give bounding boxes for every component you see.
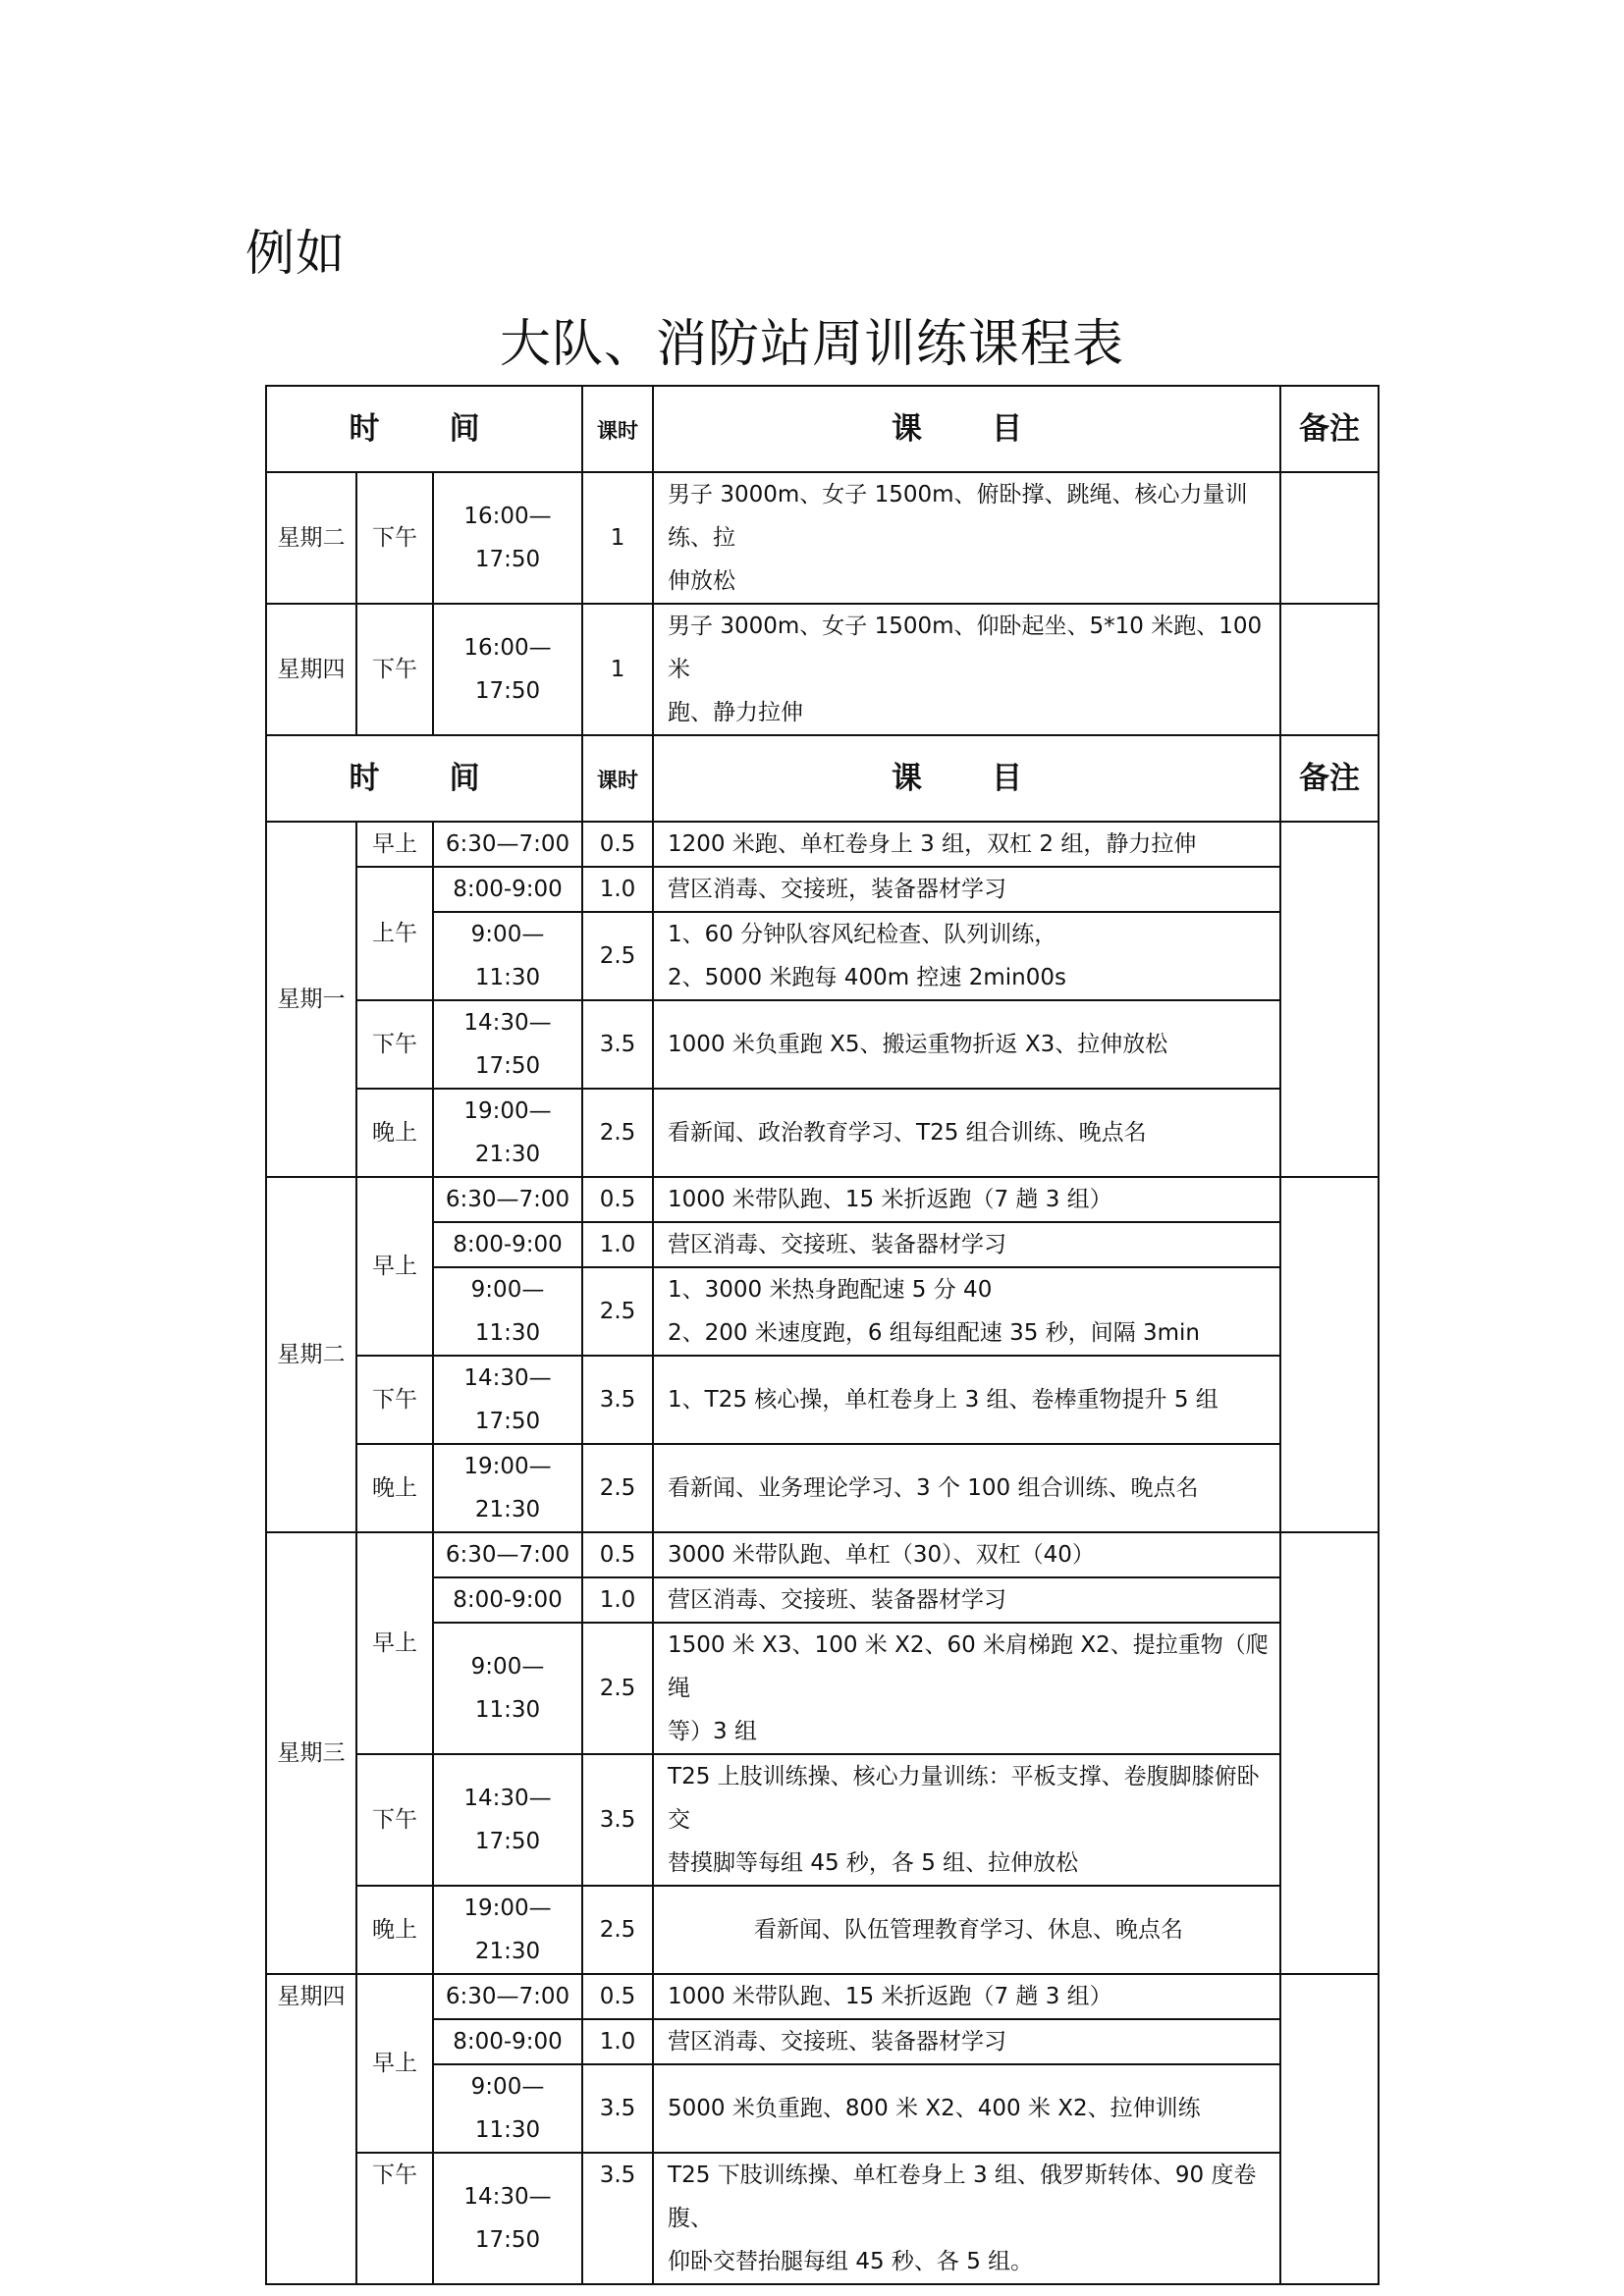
subject-cell: 看新闻、队伍管理教育学习、休息、晚点名 — [653, 1886, 1280, 1974]
day-cell: 星期一 — [266, 822, 356, 1177]
time-cell: 8:00-9:00 — [433, 2019, 582, 2064]
period-cell: 下午 — [356, 604, 433, 735]
hours-cell: 2.5 — [582, 1444, 653, 1532]
time-cell: 9:00— 11:30 — [433, 2064, 582, 2153]
hours-cell: 1.0 — [582, 1222, 653, 1267]
table-row — [266, 1000, 1379, 1089]
subject-cell: 营区消毒、交接班、装备器材学习 — [653, 1577, 1280, 1623]
time-cell: 6:30—7:00 — [433, 1532, 582, 1577]
time-cell: 6:30—7:00 — [433, 822, 582, 867]
remarks-cell — [1280, 822, 1379, 1177]
hours-cell: 2.5 — [582, 1886, 653, 1974]
time-cell: 9:00— 11:30 — [433, 1267, 582, 1356]
subject-cell: 1000 米负重跑 X5、搬运重物折返 X3、拉伸放松 — [653, 1000, 1280, 1089]
time-cell: 19:00— 21:30 — [433, 1886, 582, 1974]
table-row — [266, 2019, 1379, 2064]
table-row — [266, 1532, 1379, 1577]
subject-cell: 1500 米 X3、100 米 X2、60 米肩梯跑 X2、提拉重物（爬绳 等）3 组 — [653, 1623, 1280, 1754]
time-cell: 19:00— 21:30 — [433, 1089, 582, 1177]
subject-cell: 营区消毒、交接班、装备器材学习 — [653, 2019, 1280, 2064]
period-cell: 上午 — [356, 867, 433, 1000]
table-row — [266, 604, 1379, 735]
time-cell: 14:30— 17:50 — [433, 2153, 582, 2284]
header-remarks: 备注 — [1280, 735, 1379, 822]
period-cell: 下午 — [356, 1754, 433, 1886]
period-cell: 晚上 — [356, 1886, 433, 1974]
period-cell: 下午 — [356, 2153, 433, 2284]
period-cell: 下午 — [356, 1356, 433, 1444]
table-row — [266, 2064, 1379, 2153]
table-header-row — [266, 386, 1379, 472]
header-subject: 课 目 — [653, 386, 1280, 472]
hours-cell: 3.5 — [582, 1754, 653, 1886]
hours-cell: 3.5 — [582, 1356, 653, 1444]
table-row — [266, 867, 1379, 912]
hours-cell: 3.5 — [582, 2153, 653, 2284]
hours-cell: 1.0 — [582, 1577, 653, 1623]
day-cell: 星期四 — [266, 1974, 356, 2284]
subject-cell: T25 下肢训练操、单杠卷身上 3 组、俄罗斯转体、90 度卷腹、 仰卧交替抬腿每组 45 秒、各 5 组。 — [653, 2153, 1280, 2284]
hours-cell: 3.5 — [582, 1000, 653, 1089]
hours-cell: 2.5 — [582, 912, 653, 1000]
subject-cell: 男子 3000m、女子 1500m、俯卧撑、跳绳、核心力量训练、拉 伸放松 — [653, 472, 1280, 604]
day-cell: 星期二 — [266, 472, 356, 604]
time-cell: 16:00— 17:50 — [433, 472, 582, 604]
subject-cell: 1、3000 米热身跑配速 5 分 40 2、200 米速度跑，6 组每组配速 35 秒，间隔 3min — [653, 1267, 1280, 1356]
subject-cell: 男子 3000m、女子 1500m、仰卧起坐、5*10 米跑、100 米 跑、静力拉伸 — [653, 604, 1280, 735]
table-row — [266, 1089, 1379, 1177]
table-row — [266, 1356, 1379, 1444]
period-cell: 早上 — [356, 1532, 433, 1754]
time-cell: 8:00-9:00 — [433, 1577, 582, 1623]
subject-cell: 1000 米带队跑、15 米折返跑（7 趟 3 组） — [653, 1974, 1280, 2019]
hours-cell: 2.5 — [582, 1089, 653, 1177]
table-row — [266, 1623, 1379, 1754]
header-time: 时 间 — [266, 386, 582, 472]
day-cell: 星期四 — [266, 604, 356, 735]
table-row — [266, 1177, 1379, 1222]
header-hours: 课时 — [582, 735, 653, 822]
subject-cell: T25 上肢训练操、核心力量训练：平板支撑、卷腹脚膝俯卧交 替摸脚等每组 45 秒，各 5 组、拉伸放松 — [653, 1754, 1280, 1886]
table-row — [266, 822, 1379, 867]
hours-cell: 1.0 — [582, 867, 653, 912]
subject-cell: 1200 米跑、单杠卷身上 3 组，双杠 2 组，静力拉伸 — [653, 822, 1280, 867]
header-remarks: 备注 — [1280, 386, 1379, 472]
period-cell: 晚上 — [356, 1089, 433, 1177]
header-subject: 课 目 — [653, 735, 1280, 822]
time-cell: 14:30— 17:50 — [433, 1754, 582, 1886]
remarks-cell — [1280, 472, 1379, 604]
table-row — [266, 1267, 1379, 1356]
time-cell: 14:30— 17:50 — [433, 1000, 582, 1089]
day-cell: 星期三 — [266, 1532, 356, 1974]
day-cell: 星期二 — [266, 1177, 356, 1532]
subject-cell: 1000 米带队跑、15 米折返跑（7 趟 3 组） — [653, 1177, 1280, 1222]
period-cell: 下午 — [356, 1000, 433, 1089]
table-row — [266, 2153, 1379, 2284]
time-cell: 6:30—7:00 — [433, 1974, 582, 2019]
hours-cell: 0.5 — [582, 1974, 653, 2019]
header-hours: 课时 — [582, 386, 653, 472]
time-cell: 9:00— 11:30 — [433, 912, 582, 1000]
example-label: 例如 — [245, 225, 346, 282]
training-schedule-table — [265, 385, 1380, 2285]
time-cell: 8:00-9:00 — [433, 1222, 582, 1267]
table-row — [266, 1444, 1379, 1532]
subject-cell: 营区消毒、交接班、装备器材学习 — [653, 1222, 1280, 1267]
subject-cell: 看新闻、业务理论学习、3 个 100 组合训练、晚点名 — [653, 1444, 1280, 1532]
table-row — [266, 1974, 1379, 2019]
hours-cell: 1.0 — [582, 2019, 653, 2064]
table-row — [266, 1577, 1379, 1623]
time-cell: 8:00-9:00 — [433, 867, 582, 912]
hours-cell: 1 — [582, 604, 653, 735]
time-cell: 9:00— 11:30 — [433, 1623, 582, 1754]
table-row — [266, 1754, 1379, 1886]
period-cell: 早上 — [356, 1177, 433, 1356]
period-cell: 下午 — [356, 472, 433, 604]
table-row — [266, 912, 1379, 1000]
header-time: 时 间 — [266, 735, 582, 822]
time-cell: 19:00— 21:30 — [433, 1444, 582, 1532]
time-cell: 16:00— 17:50 — [433, 604, 582, 735]
table-row — [266, 472, 1379, 604]
hours-cell: 0.5 — [582, 1532, 653, 1577]
table-header-row — [266, 735, 1379, 822]
period-cell: 早上 — [356, 1974, 433, 2153]
subject-cell: 3000 米带队跑、单杠（30）、双杠（40） — [653, 1532, 1280, 1577]
document-title: 大队、消防站周训练课程表 — [499, 315, 1124, 374]
time-cell: 14:30— 17:50 — [433, 1356, 582, 1444]
subject-cell: 营区消毒、交接班，装备器材学习 — [653, 867, 1280, 912]
hours-cell: 0.5 — [582, 1177, 653, 1222]
subject-cell: 看新闻、政治教育学习、T25 组合训练、晚点名 — [653, 1089, 1280, 1177]
hours-cell: 0.5 — [582, 822, 653, 867]
period-cell: 早上 — [356, 822, 433, 867]
subject-cell: 1、T25 核心操，单杠卷身上 3 组、卷棒重物提升 5 组 — [653, 1356, 1280, 1444]
remarks-cell — [1280, 1532, 1379, 1974]
hours-cell: 1 — [582, 472, 653, 604]
time-cell: 6:30—7:00 — [433, 1177, 582, 1222]
subject-cell: 1、60 分钟队容风纪检查、队列训练， 2、5000 米跑每 400m 控速 2min00s — [653, 912, 1280, 1000]
remarks-cell — [1280, 1974, 1379, 2284]
table-row — [266, 1886, 1379, 1974]
remarks-cell — [1280, 604, 1379, 735]
hours-cell: 2.5 — [582, 1267, 653, 1356]
table-row — [266, 1222, 1379, 1267]
remarks-cell — [1280, 1177, 1379, 1532]
subject-cell: 5000 米负重跑、800 米 X2、400 米 X2、拉伸训练 — [653, 2064, 1280, 2153]
hours-cell: 2.5 — [582, 1623, 653, 1754]
period-cell: 晚上 — [356, 1444, 433, 1532]
hours-cell: 3.5 — [582, 2064, 653, 2153]
